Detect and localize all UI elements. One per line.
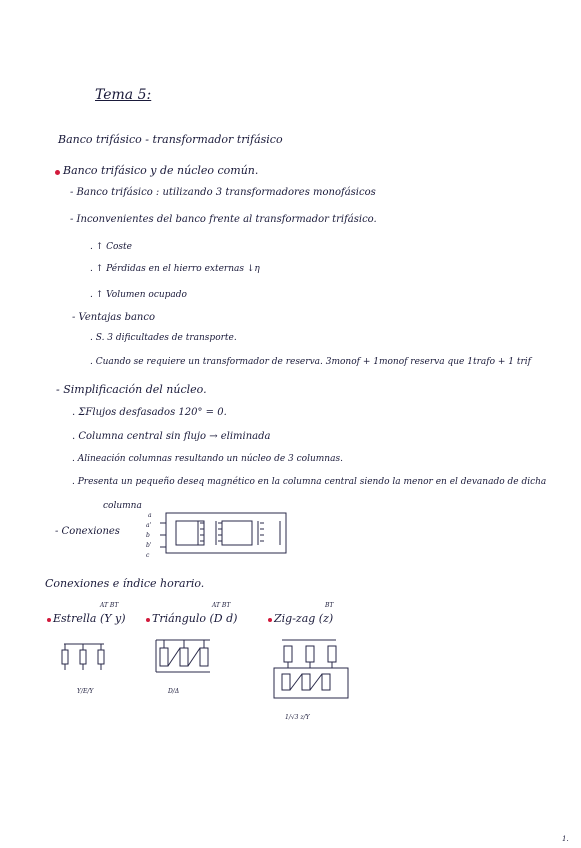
svg-text:b': b' — [146, 542, 152, 549]
page-title: Tema 5: — [95, 87, 152, 103]
text-line: . ↑ Volumen ocupado — [90, 290, 187, 300]
bullet-banco-nucleo: Banco trifásico y de núcleo común. — [63, 164, 259, 177]
label-zig-bottom: 1/√3 z/Y — [285, 714, 310, 721]
transformer-core-diagram — [138, 507, 298, 562]
text-line: . Alineación columnas resultando un núcleo de 3 columnas. — [72, 454, 343, 464]
label-estrella: Estrella (Y y) — [53, 612, 126, 625]
text-line: . ΣFlujos desfasados 120° = 0. — [72, 407, 227, 418]
bullet-dot-red — [47, 618, 51, 622]
svg-text:a': a' — [146, 522, 152, 529]
text-line: columna — [103, 501, 142, 511]
section-heading-conexiones: Conexiones e índice horario. — [45, 577, 205, 590]
bullet-dot-red — [55, 170, 60, 175]
text-line: . Presenta un pequeño deseq magnético en la columna central siendo la menor en el devanado de dicha — [72, 477, 547, 487]
label-zigzag: Zig-zag (z) — [274, 612, 334, 625]
label-at-bt: AT BT — [212, 602, 231, 609]
label-star-bottom: Y/E/Y — [77, 688, 94, 695]
text-line: - Inconvenientes del banco frente al transformador trifásico. — [70, 214, 377, 225]
label-triangulo: Triángulo (D d) — [152, 612, 238, 625]
zigzag-winding-diagram — [270, 636, 352, 708]
text-line: . ↑ Coste — [90, 242, 132, 252]
star-winding-diagram — [60, 640, 110, 674]
text-line: - Simplificación del núcleo. — [56, 383, 207, 396]
svg-text:b: b — [146, 532, 150, 539]
text-line: . S. 3 dificultades de transporte. — [90, 333, 237, 343]
delta-winding-diagram — [152, 636, 214, 678]
svg-text:a: a — [148, 512, 152, 519]
label-at-bt: AT BT — [100, 602, 119, 609]
label-bt: BT — [325, 602, 334, 609]
text-line: . Cuando se requiere un transformador de reserva. 3monof + 1monof reserva que 1trafo + 1 trif — [90, 357, 531, 367]
svg-text:c: c — [146, 552, 150, 559]
text-line: . ↑ Pérdidas en el hierro externas ↓η — [90, 264, 260, 274]
section-heading-banco: Banco trifásico - transformador trifásico — [58, 133, 283, 146]
label-delta-bottom: D/Δ — [168, 688, 180, 695]
bullet-dot-red — [268, 618, 272, 622]
text-line: . Columna central sin flujo → eliminada — [72, 431, 271, 442]
page-number: 1. — [562, 835, 569, 843]
text-line: - Banco trifásico : utilizando 3 transformadores monofásicos — [70, 187, 376, 198]
text-line: - Ventajas banco — [72, 312, 155, 323]
bullet-dot-red — [146, 618, 150, 622]
text-line: - Conexiones — [55, 526, 120, 537]
